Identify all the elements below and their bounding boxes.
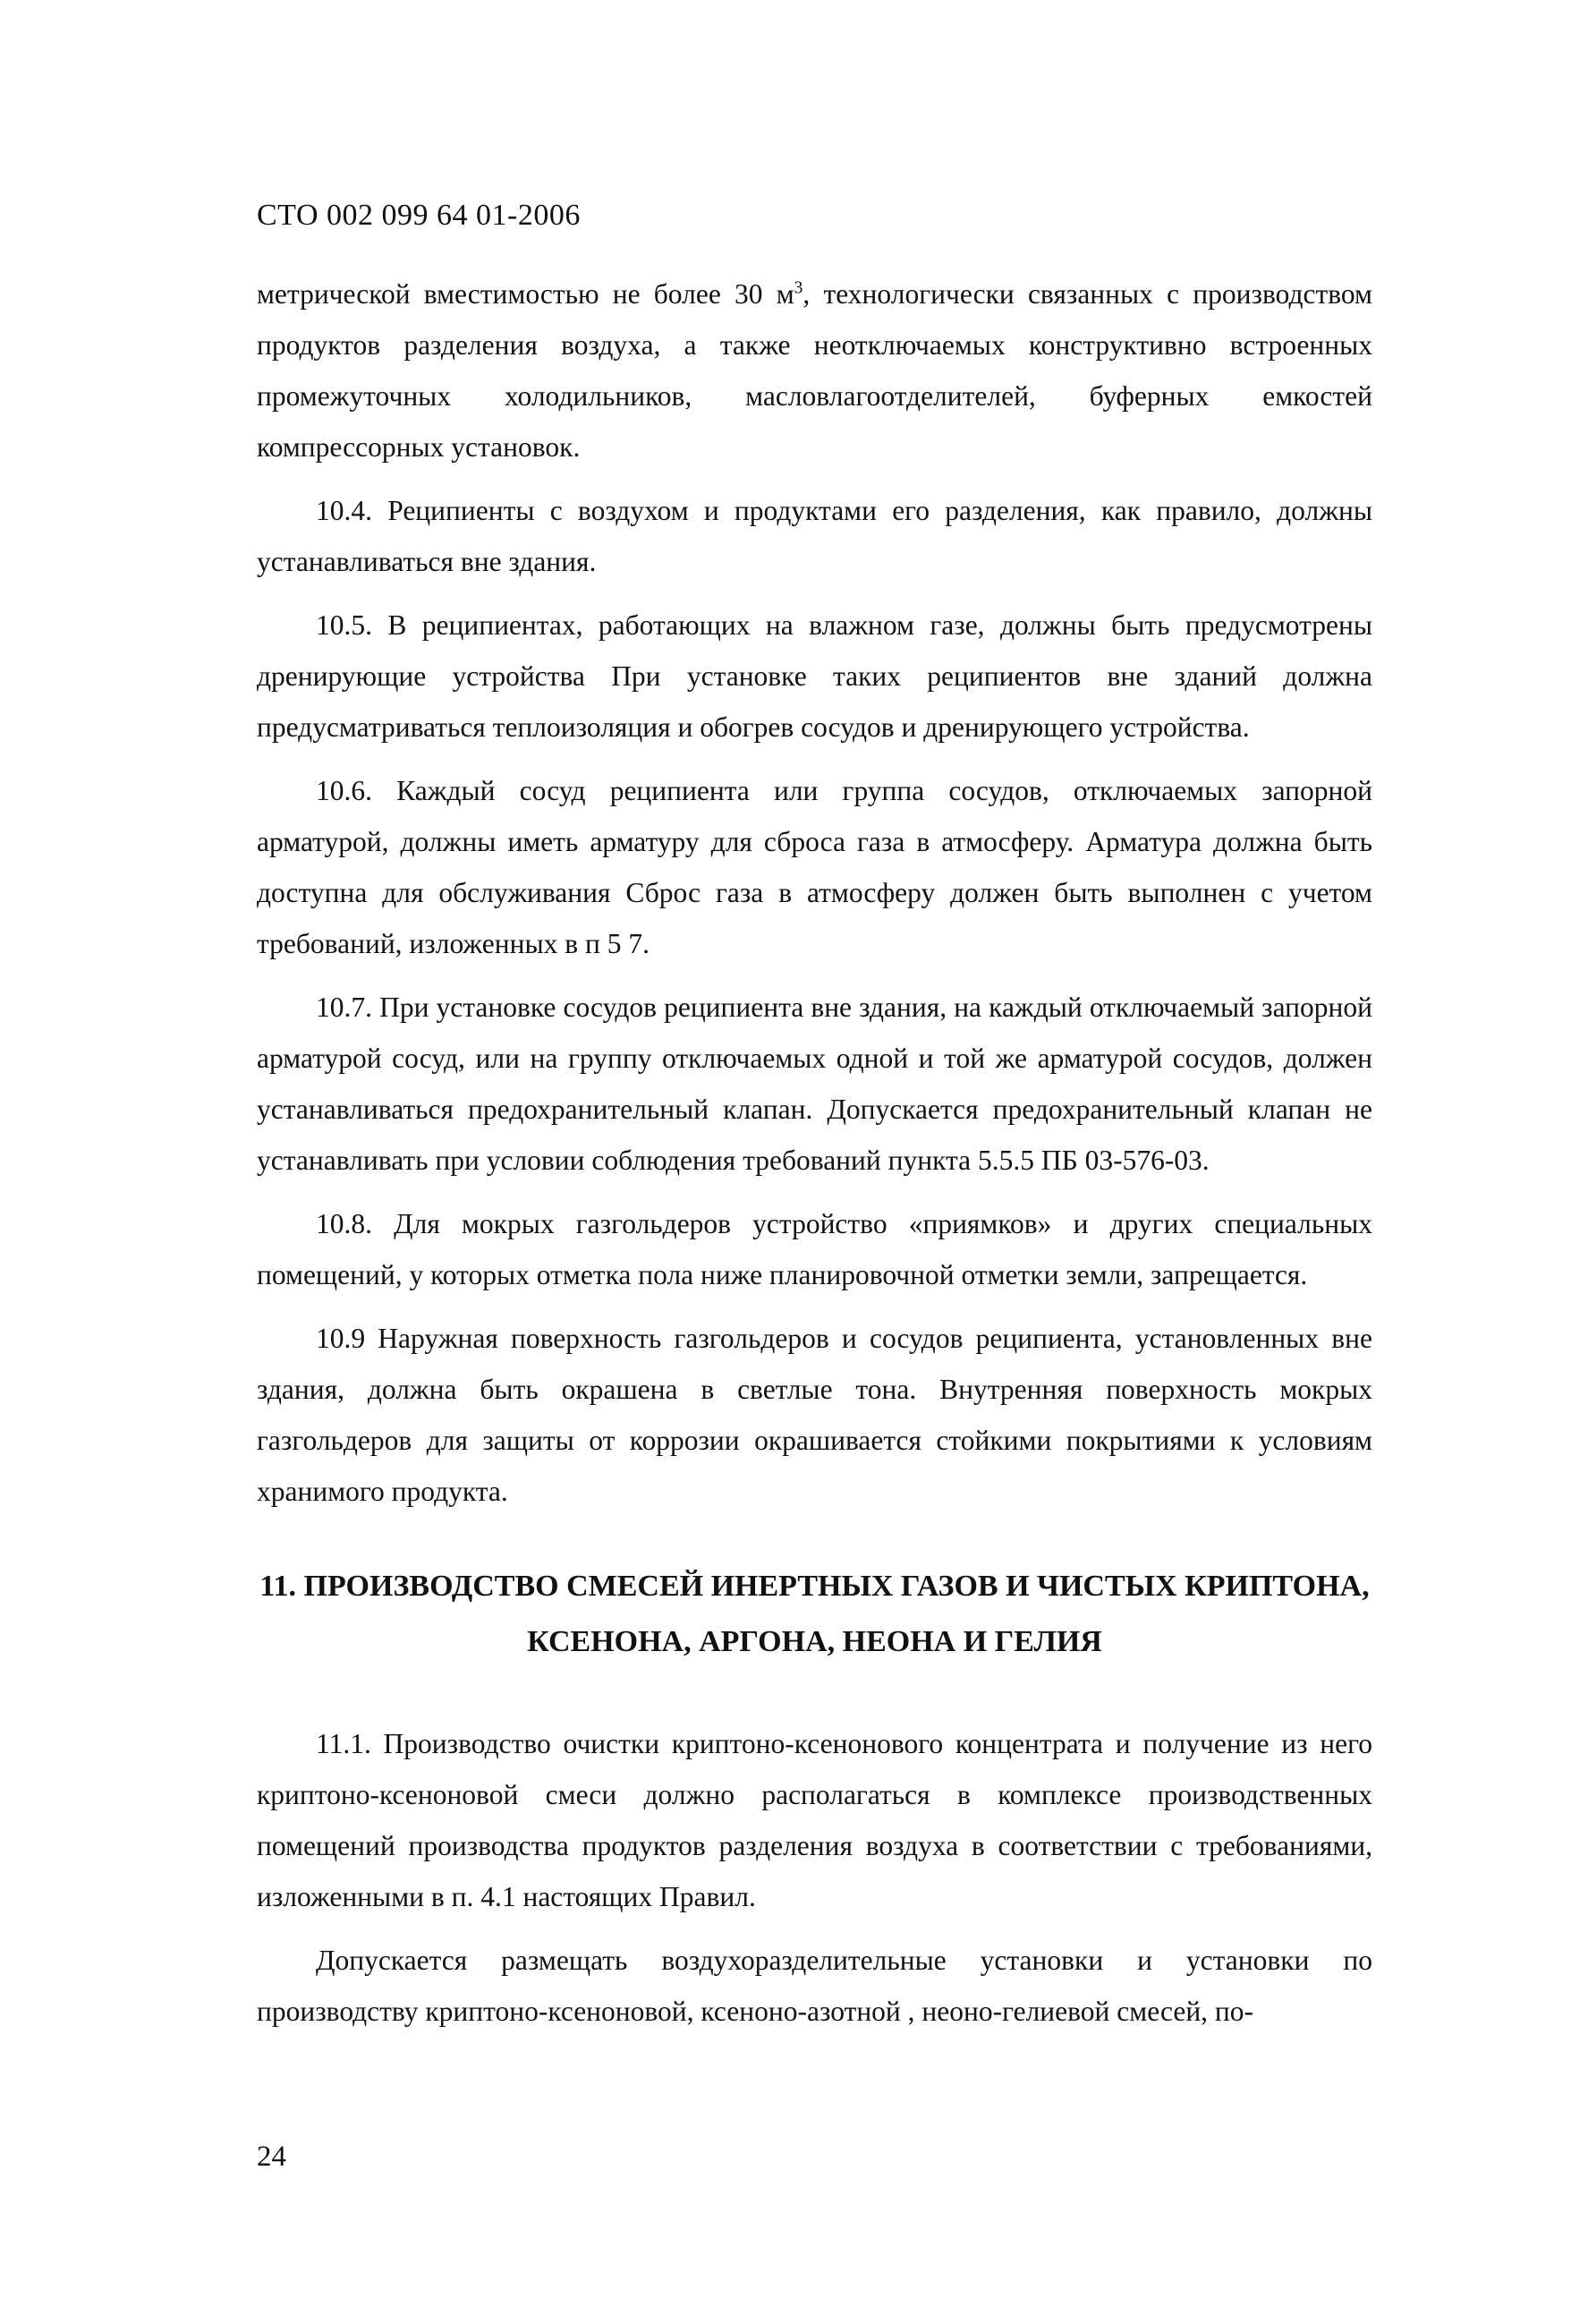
section-title-line-2: КСЕНОНА, АРГОНА, НЕОНА И ГЕЛИЯ	[527, 1625, 1102, 1658]
paragraph-text: метрической вместимостью не более 30 м	[257, 278, 794, 310]
paragraph-10-5: 10.5. В реципиентах, работающих на влажном газе, должны быть предусмотрены дренирующие устройства При установке таких реципиентов вне зданий должна предусматриваться теплоизоляция и обогрев сосудов и дренирующего устройства.	[257, 609, 1372, 743]
paragraph-11-1: 11.1. Производство очистки криптоно-ксенонового концентрата и получение из него криптоно-ксеноновой смеси должно располагаться в комплексе производственных помещений производства продуктов разделения воздуха в соответствии с требованиями, изложенными в п. 4.1 настоящих Правил.	[257, 1728, 1372, 1912]
superscript-3: 3	[794, 278, 803, 298]
paragraph-10-7: 10.7. При установке сосудов реципиента вне здания, на каждый отключаемый запорной арматурой сосуд, или на группу отключаемых одной и той же арматурой сосудов, должен устанавливаться предохранительный клапан. Допускается предохранительный клапан не устанавливать при условии соблюдения требований пункта 5.5.5 ПБ 03-576-03.	[257, 992, 1372, 1176]
section-10-body	[257, 268, 1372, 1529]
paragraph-11-1-continued: Допускается размещать воздухоразделительные установки и установки по производству криптоно-ксеноновой, ксеноно-азотной , неоно-гелиевой смесей, по-	[257, 1945, 1372, 2027]
page-number: 24	[257, 2141, 286, 2173]
section-title-line-1: 11. ПРОИЗВОДСТВО СМЕСЕЙ ИНЕРТНЫХ ГАЗОВ И ЧИСТЫХ КРИПТОНА,	[259, 1570, 1370, 1603]
paragraph-10-8: 10.8. Для мокрых газгольдеров устройство «приямков» и других специальных помещений, у которых отметка пола ниже планировочной отметки земли, запрещается.	[257, 1208, 1372, 1290]
paragraph-10-6: 10.6. Каждый сосуд реципиента или группа сосудов, отключаемых запорной арматурой, должны иметь арматуру для сброса газа в атмосферу. Арматура должна быть доступна для обслуживания Сброс газа в атмосферу должен быть выполнен с учетом требований, изложенных в п 5 7.	[257, 775, 1372, 959]
document-code-header: СТО 002 099 64 01-2006	[257, 199, 581, 232]
paragraph-10-4: 10.4. Реципиенты с воздухом и продуктами его разделения, как правило, должны устанавливаться вне здания.	[257, 495, 1372, 577]
paragraph-10-9: 10.9 Наружная поверхность газгольдеров и сосудов реципиента, установленных вне здания, должна быть окрашена в светлые тона. Внутренняя поверхность мокрых газгольдеров для защиты от коррозии окрашивается стойкими покрытиями к условиям хранимого продукта.	[257, 1323, 1372, 1507]
section-11-heading	[257, 1559, 1372, 1670]
paragraph-continuation	[257, 268, 1372, 472]
section-11-body	[257, 1718, 1372, 2049]
paragraph-text: , технологически связанных с производством продуктов разделения воздуха, а также неотключаемых конструктивно встроенных промежуточных холодильников, масловлагоотделителей, буферных емкостей компрессорных установок.	[257, 278, 1372, 463]
